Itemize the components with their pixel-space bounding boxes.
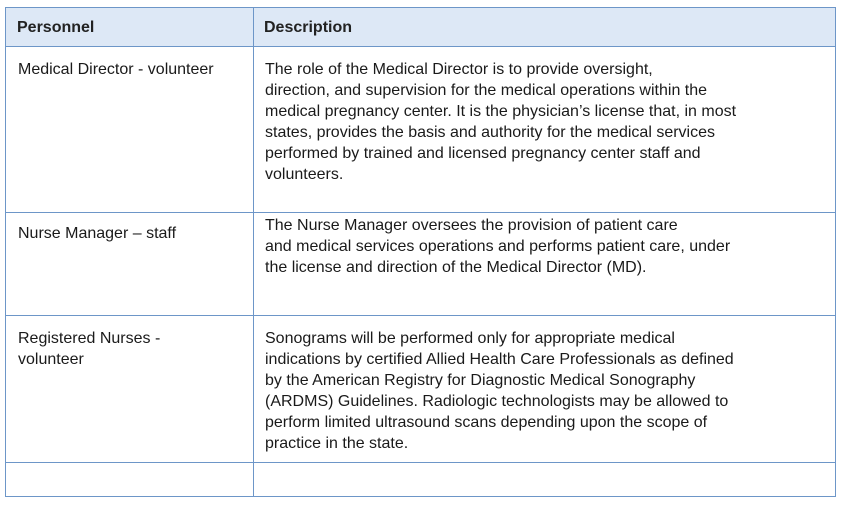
description-text: states, provides the basis and authority for the medical services: [265, 124, 715, 141]
table-row-empty: [6, 463, 836, 497]
description-text: practice in the state.: [265, 435, 409, 452]
description-cell: [254, 213, 836, 316]
header-description: Description: [254, 8, 836, 47]
description-text: medical pregnancy center. It is the physician’s license that, in most: [265, 103, 737, 120]
description-text: (ARDMS) Guidelines. Radiologic technologists may be allowed to: [265, 393, 729, 410]
personnel-cell: [6, 213, 254, 316]
description-text: and medical services operations and performs patient care, under: [265, 238, 731, 255]
header-personnel: Personnel: [6, 8, 254, 47]
personnel-table-container: [5, 7, 835, 497]
description-text: direction, and supervision for the medical operations within the: [265, 82, 708, 99]
table-row: [6, 213, 836, 316]
personnel-text: volunteer: [18, 351, 84, 368]
description-text: The role of the Medical Director is to provide oversight,: [265, 61, 653, 78]
description-text: The Nurse Manager oversees the provision of patient care: [265, 217, 678, 234]
description-text: perform limited ultrasound scans depending upon the scope of: [265, 414, 708, 431]
description-cell: [254, 316, 836, 463]
personnel-text: Nurse Manager – staff: [18, 225, 177, 242]
description-cell: [254, 47, 836, 213]
table-header-row: [6, 8, 836, 47]
description-text: volunteers.: [265, 166, 344, 183]
table-row: [6, 47, 836, 213]
description-text: Sonograms will be performed only for appropriate medical: [265, 330, 675, 347]
personnel-text: Medical Director - volunteer: [18, 61, 214, 78]
description-text: performed by trained and licensed pregnancy center staff and: [265, 145, 701, 162]
personnel-text: Registered Nurses -: [18, 330, 161, 347]
description-cell-empty: [254, 463, 836, 497]
description-text: by the American Registry for Diagnostic Medical Sonography: [265, 372, 696, 389]
table-row: [6, 316, 836, 463]
description-text: the license and direction of the Medical Director (MD).: [265, 259, 647, 276]
personnel-table: [5, 7, 836, 497]
personnel-cell: [6, 316, 254, 463]
personnel-cell: [6, 47, 254, 213]
personnel-cell-empty: [6, 463, 254, 497]
description-text: indications by certified Allied Health Care Professionals as defined: [265, 351, 734, 368]
